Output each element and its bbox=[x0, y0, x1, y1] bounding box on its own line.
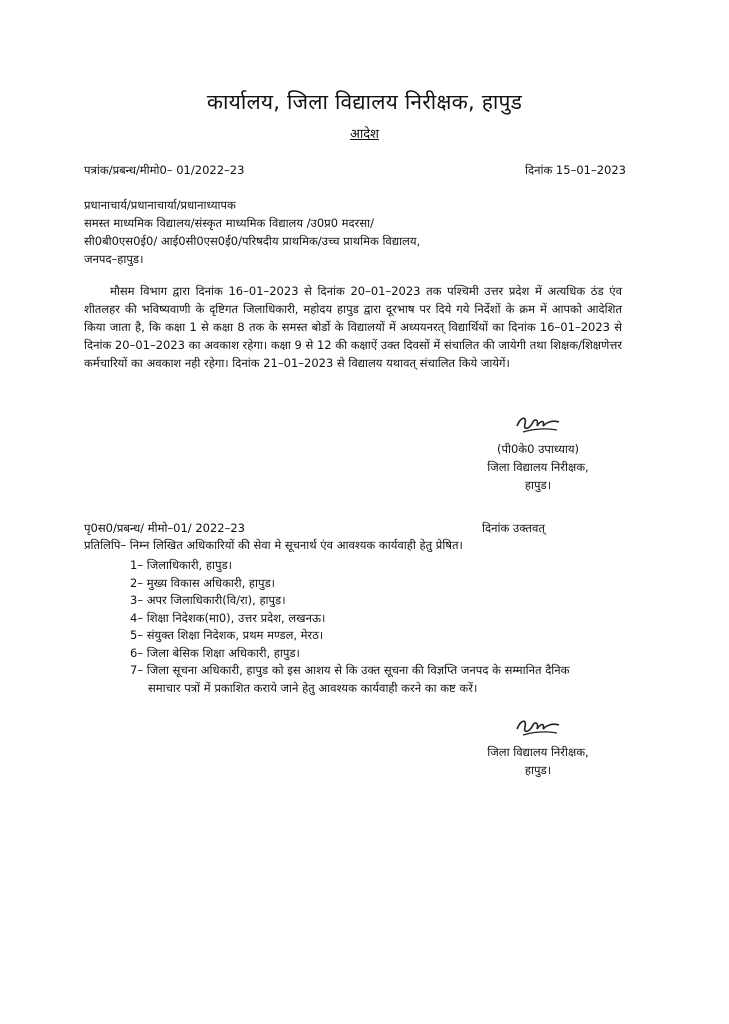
copy-intro: प्रतिलिपि– निम्न लिखित अधिकारियों की सेवा मे सूचनार्थ एंव आवश्यक कार्यवाही हेतु प्रेषित। bbox=[84, 538, 463, 552]
signatory-name: (पी0के0 उपाध्याय) bbox=[496, 442, 580, 456]
list-item: 2– मुख्य विकास अधिकारी, हापुड। bbox=[130, 575, 276, 590]
copy-reference: पृ0स0/प्रबन्ध/ मीमो–01/ 2022–23 bbox=[84, 521, 245, 535]
signature-image bbox=[513, 715, 563, 741]
list-item: 4– शिक्षा निदेशक(मा0), उत्तर प्रदेश, लखनऊ। bbox=[130, 610, 326, 625]
list-item: 5– संयुक्त शिक्षा निदेशक, प्रथम मण्डल, मेरठ। bbox=[130, 628, 324, 642]
list-item-continuation-text: समाचार पत्रों में प्रकाशित कराये जाने हेतु आवश्यक कार्यवाही करने का कष्ट करें। bbox=[148, 680, 478, 695]
order-date: दिनांक 15–01–2023 bbox=[525, 163, 626, 177]
order-paragraph-text: मौसम विभाग द्वारा दिनांक 16–01–2023 से दिनांक 20–01–2023 तक पश्चिमी उत्तर प्रदेश में अत्यधिक ठंड एंव शीतलहर की भविष्यवाणी के दृष्टिगत जिलाधिकारी, महोदय हापुड द्वारा दूरभाष पर दिये गये निर्देशों के क्रम में आपको आदेशित किया जाता है, कि कक्षा 1 से कक्षा 8 तक के समस्त बोर्डो के विद्यालयों में अध्ययनरत् विद्यार्थियों का दिनांक 16–01–2023 से दिनांक 20–01–2023 का अवकाश रहेगा। कक्षा 9 से 12 की कक्षाऐं उक्त दिवसों में संचालित की जायेगी तथा शिक्षक/शिक्षणेत्तर कर्मचारियों का अवकाश नही रहेगा। दिनांक 21–01–2023 से विद्यालय यथावत् संचालित किये जायेगें। bbox=[84, 284, 622, 370]
signatory-designation: जिला विद्यालय निरीक्षक, bbox=[487, 460, 589, 474]
signatory-place: हापुड। bbox=[524, 478, 552, 492]
list-item-continuation bbox=[130, 680, 630, 698]
signatory-place: हापुड। bbox=[524, 763, 552, 777]
copy-recipient-list bbox=[130, 557, 630, 697]
page-title: कार्यालय, जिला विद्यालय निरीक्षक, हापुड bbox=[206, 90, 523, 114]
list-item: 7– जिला सूचना अधिकारी, हापुड को इस आशय से कि उक्त सूचना की विज्ञप्ति जनपद के सम्मानित दैनिक bbox=[130, 663, 570, 677]
order-heading: आदेश bbox=[349, 127, 380, 142]
list-item: 3– अपर जिलाधिकारी(वि/रा), हापुड। bbox=[130, 593, 286, 607]
reference-number: पत्रांक/प्रबन्ध/मीमो0– 01/2022–23 bbox=[84, 163, 245, 177]
order-paragraph bbox=[84, 282, 622, 372]
signature-block-2 bbox=[468, 715, 608, 779]
signature-image bbox=[513, 412, 563, 438]
recipient-line: समस्त माध्यमिक विद्यालय/संस्कृत माध्यमिक विद्यालय /उ0प्र0 मदरसा/ bbox=[84, 216, 374, 230]
list-item: 6– जिला बेसिक शिक्षा अधिकारी, हापुड। bbox=[130, 645, 300, 660]
recipient-line: सी0बी0एस0ई0/ आई0सी0एस0ई0/परिषदीय प्राथमिक/उच्च प्राथमिक विद्यालय, bbox=[84, 234, 421, 248]
copy-date: दिनांक उक्तवत् bbox=[482, 521, 545, 535]
recipient-line: जनपद–हापुड। bbox=[84, 252, 144, 266]
recipient-line: प्रधानाचार्य/प्रधानाचार्या/प्रधानाध्यापक bbox=[84, 198, 236, 212]
signature-block-1 bbox=[468, 412, 608, 494]
signatory-designation: जिला विद्यालय निरीक्षक, bbox=[487, 745, 589, 759]
list-item: 1– जिलाधिकारी, हापुड। bbox=[130, 558, 232, 572]
